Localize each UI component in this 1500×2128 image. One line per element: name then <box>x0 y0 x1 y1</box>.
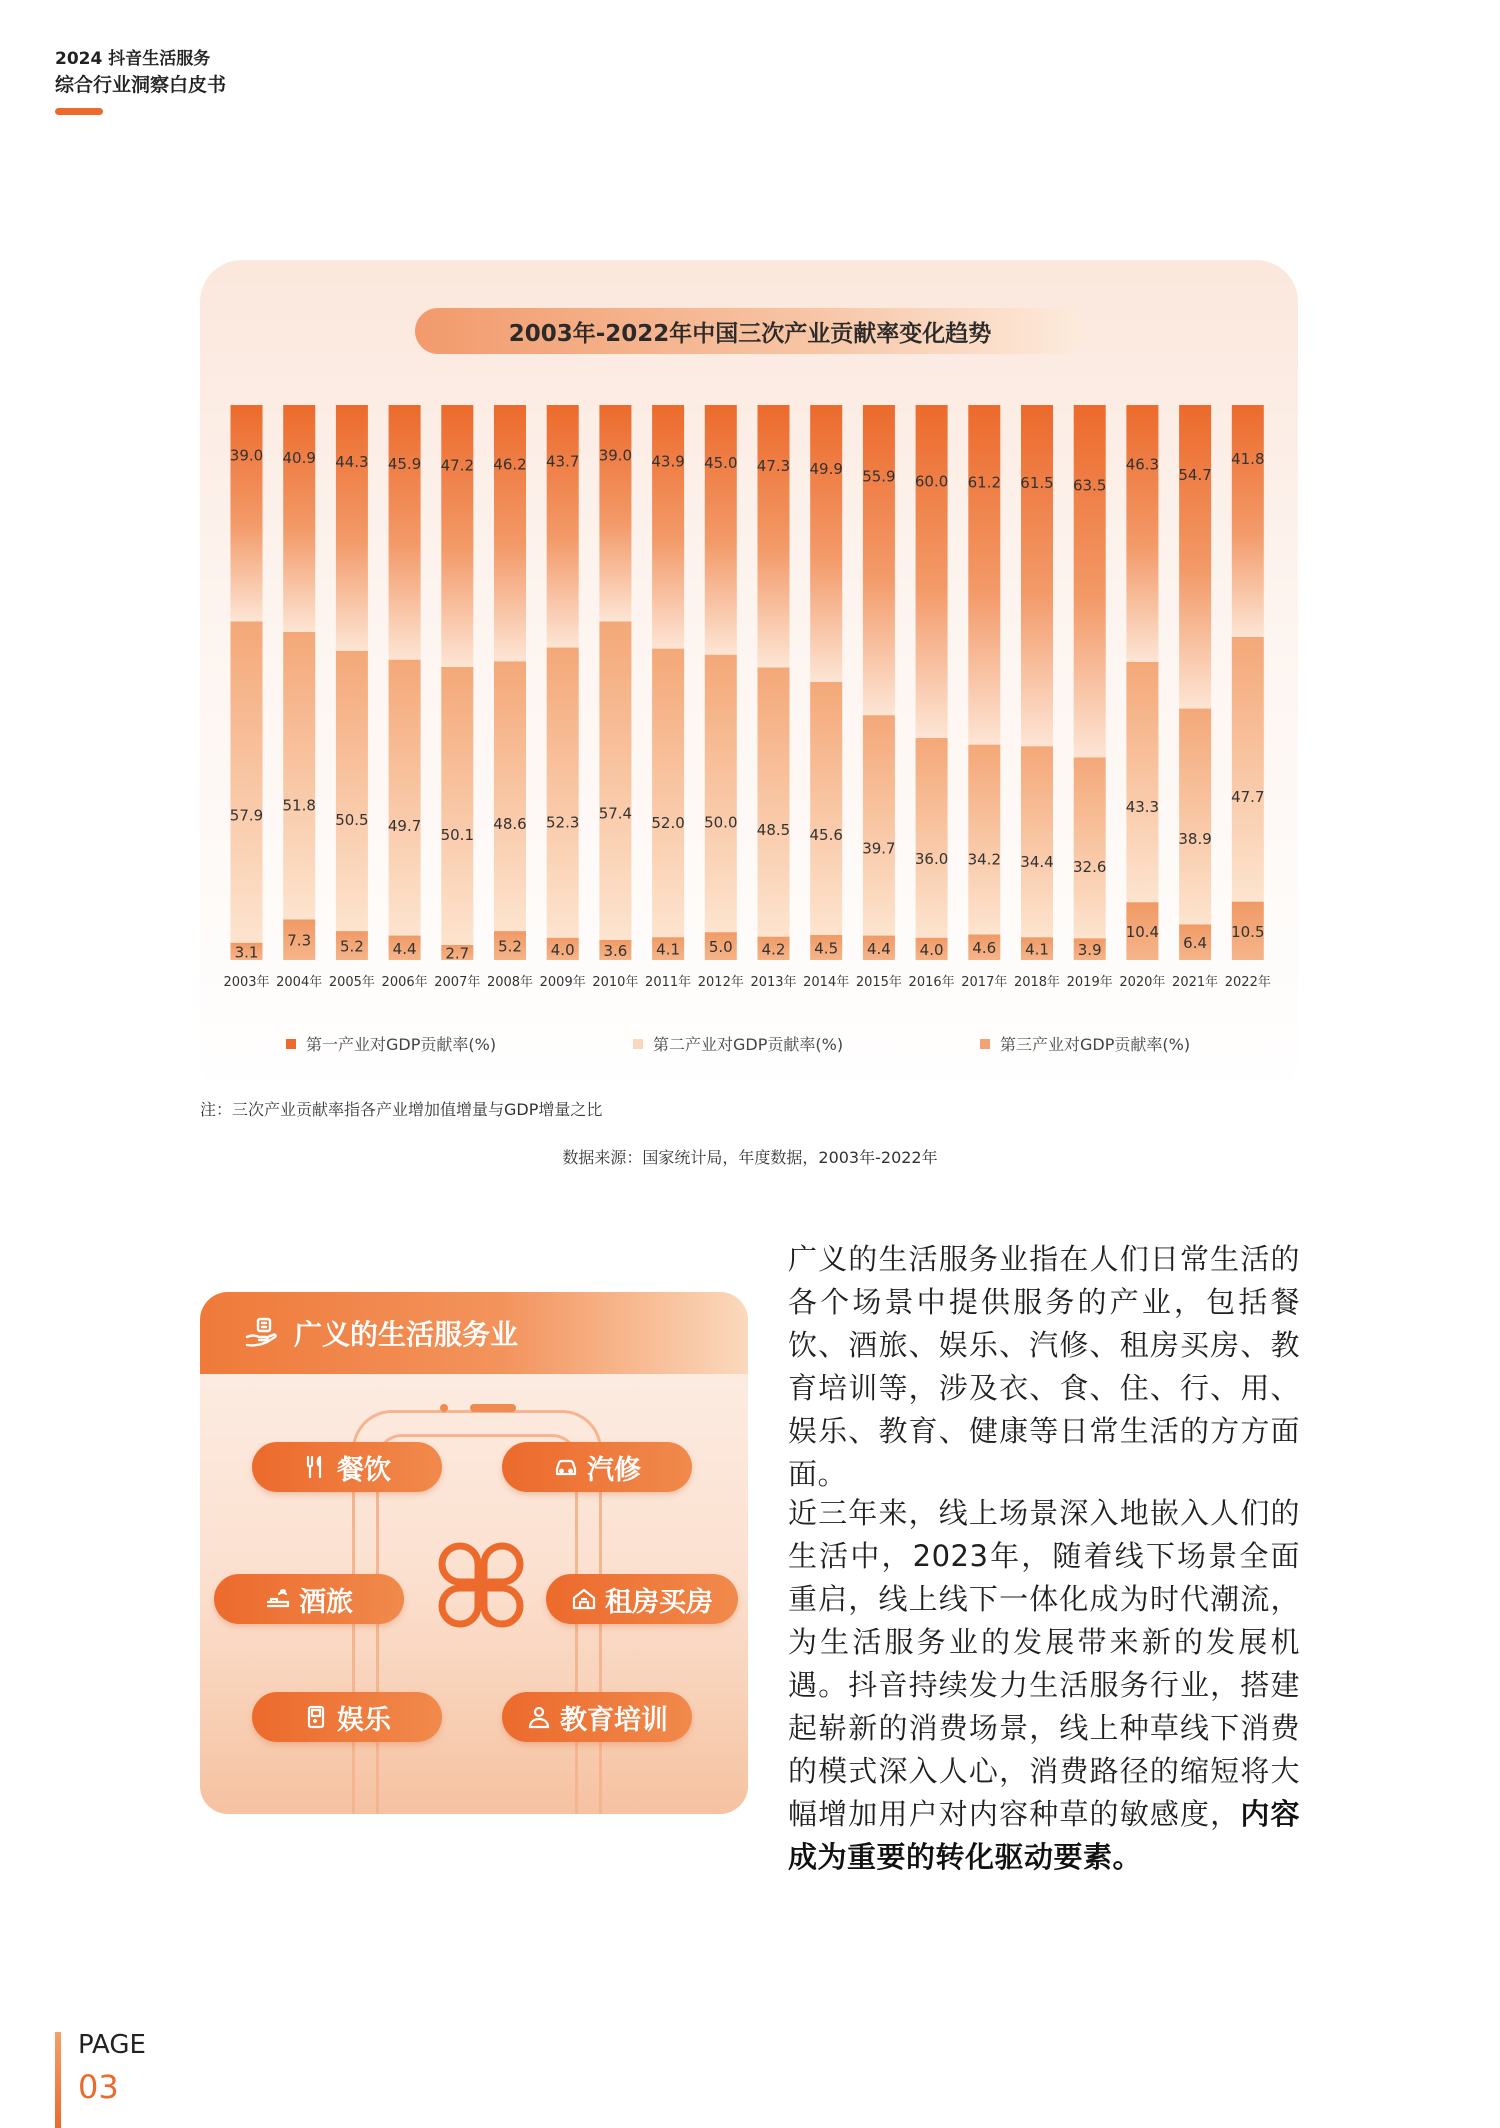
data-label-tertiary-2019年: 3.9 <box>1077 941 1102 960</box>
bar-secondary-2012年 <box>705 655 737 933</box>
x-tick-label: 2014年 <box>803 975 850 990</box>
x-tick-label: 2004年 <box>276 975 323 990</box>
data-label-primary-2010年: 39.0 <box>598 446 633 465</box>
service-entertainment-label: 娱乐 <box>337 1704 391 1736</box>
bar-primary-2020年 <box>1126 405 1158 662</box>
x-tick-label: 2011年 <box>645 975 692 990</box>
data-label-tertiary-2017年: 4.6 <box>972 939 997 958</box>
utensils-icon <box>303 1454 329 1480</box>
bar-primary-2022年 <box>1232 405 1264 637</box>
services-header <box>200 1292 748 1374</box>
data-label-tertiary-2004年: 7.3 <box>287 931 312 950</box>
bar-primary-2015年 <box>863 405 895 715</box>
paragraph-trend <box>788 1492 1300 1879</box>
bar-secondary-2015年 <box>863 715 895 935</box>
data-label-secondary-2005年: 50.5 <box>335 811 369 830</box>
x-tick-label: 2017年 <box>961 975 1008 990</box>
data-label-secondary-2007年: 50.1 <box>440 825 475 844</box>
house-icon <box>571 1586 597 1612</box>
data-label-primary-2013年: 47.3 <box>756 456 791 475</box>
bar-primary-2017年 <box>968 405 1000 745</box>
service-housing-label: 租房买房 <box>605 1586 713 1618</box>
page-accent-bar <box>55 2032 61 2128</box>
legend-swatch-tertiary <box>980 1039 990 1049</box>
data-label-tertiary-2014年: 4.5 <box>814 939 839 958</box>
paragraph-trend-text: 近三年来，线上场景深入地嵌入人们的生活中，2023年，随着线下场景全面重启，线上线下一体化成为时代潮流，为生活服务业的发展带来新的发展机遇。抖音持续发力生活服务行业，搭建起崭新的消费场景，线上种草线下消费的模式深入人心，消费路径的缩短将大幅增加用户对内容种草的敏感度， <box>788 1496 1300 1831</box>
clover-logo-icon <box>436 1540 526 1630</box>
legend-swatch-primary <box>286 1039 296 1049</box>
bar-primary-2011年 <box>652 405 684 649</box>
data-label-secondary-2020年: 43.3 <box>1125 798 1160 817</box>
service-travel-label: 酒旅 <box>299 1586 353 1618</box>
x-tick-label: 2022年 <box>1224 975 1271 990</box>
data-label-primary-2007年: 47.2 <box>440 456 475 475</box>
bar-secondary-2011年 <box>652 649 684 938</box>
legend-label-tertiary: 第三产业对GDP贡献率(%) <box>1000 1035 1191 1054</box>
x-tick-label: 2012年 <box>697 975 744 990</box>
data-label-secondary-2021年: 38.9 <box>1178 830 1212 849</box>
legend-label-primary: 第一产业对GDP贡献率(%) <box>306 1035 497 1054</box>
service-travel-pill <box>214 1574 404 1624</box>
data-label-tertiary-2016年: 4.0 <box>919 940 944 959</box>
x-tick-label: 2013年 <box>750 975 797 990</box>
service-housing-pill <box>546 1574 738 1624</box>
x-tick-label: 2005年 <box>328 975 375 990</box>
data-label-secondary-2014年: 45.6 <box>809 825 843 844</box>
service-education-label: 教育培训 <box>560 1704 668 1736</box>
x-tick-label: 2009年 <box>539 975 586 990</box>
bar-secondary-2004年 <box>283 632 315 919</box>
bar-secondary-2018年 <box>1021 746 1053 937</box>
bar-secondary-2007年 <box>441 667 473 945</box>
legend-tertiary <box>980 1032 1190 1055</box>
data-label-primary-2018年: 61.5 <box>1020 474 1054 493</box>
chart-source: 数据来源：国家统计局，年度数据，2003年-2022年 <box>562 1148 938 1167</box>
data-label-tertiary-2021年: 6.4 <box>1183 934 1208 953</box>
hotel-bed-icon <box>265 1586 291 1612</box>
x-tick-label: 2018年 <box>1013 975 1061 990</box>
data-label-tertiary-2020年: 10.4 <box>1125 923 1160 942</box>
stacked-bar-chart <box>200 370 1298 990</box>
data-label-tertiary-2018年: 4.1 <box>1025 940 1049 959</box>
services-title: 广义的生活服务业 <box>294 1318 519 1351</box>
data-label-secondary-2009年: 52.3 <box>545 813 580 832</box>
data-label-primary-2005年: 44.3 <box>335 453 369 472</box>
bar-primary-2005年 <box>336 405 368 651</box>
bar-primary-2019年 <box>1074 405 1106 757</box>
bar-secondary-2017年 <box>968 745 1000 935</box>
bar-secondary-2021年 <box>1179 709 1211 925</box>
page-number: 03 <box>78 2068 119 2106</box>
x-tick-label: 2021年 <box>1172 975 1219 990</box>
data-label-secondary-2016年: 36.0 <box>914 849 949 868</box>
x-tick-label: 2010年 <box>592 975 639 990</box>
bar-secondary-2019年 <box>1074 757 1106 938</box>
bar-secondary-2022年 <box>1232 637 1264 902</box>
bar-primary-2016年 <box>916 405 948 738</box>
data-label-secondary-2010年: 57.4 <box>598 804 633 823</box>
data-label-tertiary-2009年: 4.0 <box>550 940 575 959</box>
data-label-primary-2016年: 60.0 <box>914 472 949 491</box>
data-label-secondary-2022年: 47.7 <box>1231 787 1265 806</box>
data-label-tertiary-2013年: 4.2 <box>761 940 786 959</box>
legend-swatch-secondary <box>633 1039 643 1049</box>
bar-secondary-2009年 <box>547 648 579 938</box>
bar-secondary-2003年 <box>231 621 263 942</box>
car-icon <box>553 1454 579 1480</box>
service-auto-label: 汽修 <box>587 1454 641 1486</box>
game-device-icon <box>303 1704 329 1730</box>
data-label-primary-2017年: 61.2 <box>967 473 1002 492</box>
x-tick-label: 2003年 <box>223 975 270 990</box>
legend-secondary <box>633 1032 843 1055</box>
phone-camera-dot <box>440 1404 448 1412</box>
data-label-primary-2008年: 46.2 <box>493 455 527 474</box>
data-label-tertiary-2006年: 4.4 <box>392 939 417 958</box>
legend-primary <box>286 1032 496 1055</box>
data-label-secondary-2012年: 50.0 <box>704 813 738 832</box>
data-label-primary-2006年: 45.9 <box>387 455 422 474</box>
bar-secondary-2013年 <box>758 668 790 937</box>
data-label-primary-2014年: 49.9 <box>809 459 843 478</box>
data-label-primary-2003年: 39.0 <box>229 446 264 465</box>
data-label-primary-2009年: 43.7 <box>545 452 580 471</box>
header-accent-bar <box>55 108 103 115</box>
data-label-primary-2022年: 41.8 <box>1231 450 1265 469</box>
data-label-secondary-2013年: 48.5 <box>756 821 791 840</box>
bar-secondary-2006年 <box>389 660 421 936</box>
bar-primary-2010年 <box>599 405 631 621</box>
chart-title: 2003年-2022年中国三次产业贡献率变化趋势 <box>415 308 1085 354</box>
bar-primary-2014年 <box>810 405 842 682</box>
bar-primary-2004年 <box>283 405 315 632</box>
bar-primary-2013年 <box>758 405 790 668</box>
phone-speaker-bar <box>470 1404 516 1412</box>
service-education-pill <box>502 1692 692 1742</box>
data-label-secondary-2019年: 32.6 <box>1072 857 1107 876</box>
bar-primary-2012年 <box>705 405 737 655</box>
data-label-tertiary-2007年: 2.7 <box>445 944 470 963</box>
data-label-tertiary-2012年: 5.0 <box>708 938 733 957</box>
chart-note: 注：三次产业贡献率指各产业增加值增量与GDP增量之比 <box>200 1100 603 1119</box>
data-label-primary-2012年: 45.0 <box>704 453 738 472</box>
data-label-secondary-2015年: 39.7 <box>862 839 896 858</box>
services-card <box>200 1292 748 1814</box>
data-label-primary-2011年: 43.9 <box>651 452 685 471</box>
data-label-secondary-2017年: 34.2 <box>967 850 1002 869</box>
data-label-secondary-2006年: 49.7 <box>387 817 422 836</box>
bar-primary-2021年 <box>1179 405 1211 709</box>
data-label-tertiary-2008年: 5.2 <box>498 937 522 956</box>
hand-service-icon <box>244 1315 280 1351</box>
bar-secondary-2008年 <box>494 661 526 931</box>
data-label-secondary-2003年: 57.9 <box>229 806 264 825</box>
data-label-secondary-2004年: 51.8 <box>282 796 316 815</box>
data-label-tertiary-2022年: 10.5 <box>1231 922 1265 941</box>
data-label-secondary-2018年: 34.4 <box>1020 852 1054 871</box>
bar-primary-2006年 <box>389 405 421 660</box>
bar-primary-2018年 <box>1021 405 1053 746</box>
bar-primary-2007年 <box>441 405 473 667</box>
data-label-primary-2021年: 54.7 <box>1178 465 1212 484</box>
header-title: 综合行业洞察白皮书 <box>55 74 227 96</box>
data-label-secondary-2011年: 52.0 <box>651 813 685 832</box>
data-label-tertiary-2015年: 4.4 <box>866 939 891 958</box>
data-label-primary-2020年: 46.3 <box>1125 455 1160 474</box>
paragraph-trend-emphasis: 内容成为重要的转化驱动要素。 <box>788 1797 1300 1874</box>
data-label-tertiary-2005年: 5.2 <box>339 937 364 956</box>
bar-secondary-2020年 <box>1126 662 1158 902</box>
service-catering-pill <box>252 1442 442 1492</box>
bar-secondary-2016年 <box>916 738 948 938</box>
header-subtitle: 2024 抖音生活服务 <box>55 49 211 69</box>
x-tick-label: 2015年 <box>855 975 902 990</box>
bar-primary-2009年 <box>547 405 579 648</box>
bar-secondary-2010年 <box>599 621 631 940</box>
x-tick-label: 2016年 <box>908 975 955 990</box>
bar-primary-2003年 <box>231 405 263 621</box>
legend-label-secondary: 第二产业对GDP贡献率(%) <box>653 1035 844 1054</box>
bar-primary-2008年 <box>494 405 526 661</box>
data-label-secondary-2008年: 48.6 <box>493 815 527 834</box>
service-auto-pill <box>502 1442 692 1492</box>
page-label: PAGE <box>78 2030 146 2060</box>
person-education-icon <box>526 1704 552 1730</box>
data-label-tertiary-2003年: 3.1 <box>234 943 259 962</box>
x-tick-label: 2019年 <box>1066 975 1113 990</box>
x-tick-label: 2006年 <box>381 975 428 990</box>
x-tick-label: 2008年 <box>486 975 534 990</box>
data-label-primary-2019年: 63.5 <box>1072 476 1107 495</box>
service-entertainment-pill <box>252 1692 442 1742</box>
data-label-tertiary-2011年: 4.1 <box>656 940 681 959</box>
x-tick-label: 2020年 <box>1119 975 1166 990</box>
data-label-primary-2004年: 40.9 <box>282 448 316 467</box>
paragraph-definition: 广义的生活服务业指在人们日常生活的各个场景中提供服务的产业，包括餐饮、酒旅、娱乐、汽修、租房买房、教育培训等，涉及衣、食、住、行、用、娱乐、教育、健康等日常生活的方方面面。 <box>788 1242 1300 1491</box>
x-tick-label: 2007年 <box>434 975 481 990</box>
data-label-tertiary-2010年: 3.6 <box>603 942 628 961</box>
service-catering-label: 餐饮 <box>337 1454 391 1486</box>
bar-secondary-2014年 <box>810 682 842 935</box>
bar-secondary-2005年 <box>336 651 368 931</box>
data-label-primary-2015年: 55.9 <box>862 467 896 486</box>
